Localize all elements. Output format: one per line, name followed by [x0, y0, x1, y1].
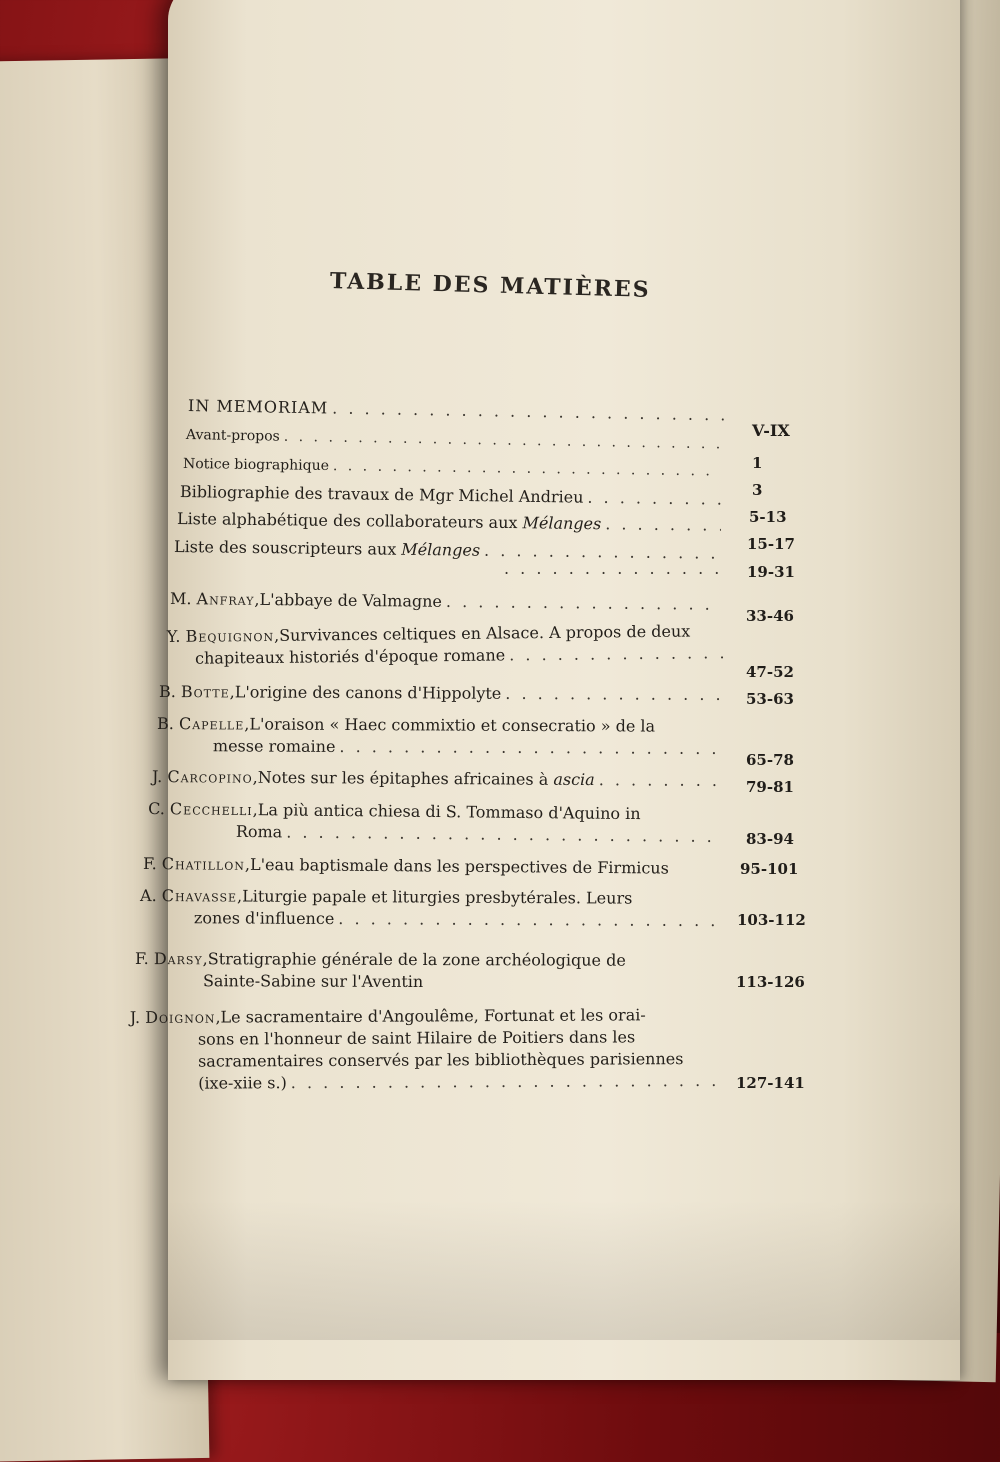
page-number: 5-13	[749, 508, 787, 526]
entry-label: IN MEMORIAM	[187, 396, 329, 418]
leader-dots	[332, 398, 724, 427]
entry-label: Liste des souscripteurs aux Mélanges	[173, 537, 481, 560]
entry-title-cont: sacramentaires conservés par les bibliothèques parisiennes	[198, 1049, 684, 1071]
toc-entry-carcopino	[152, 766, 726, 792]
page-number: 3	[752, 481, 763, 499]
page-number: 33-46	[746, 607, 794, 625]
toc-entry-chatillon	[143, 853, 733, 880]
entry-title: L'abbaye de Valmagne	[259, 589, 443, 611]
toc-entry-avant-propos	[186, 424, 726, 455]
entry-title: L'oraison « Haec commixtio et consecratio » de la	[249, 714, 656, 736]
toc-entry-capelle	[157, 713, 727, 760]
leader-dots	[338, 908, 724, 932]
toc-entry-unlabeled	[500, 558, 725, 580]
page-number: 103-112	[737, 911, 806, 929]
toc-entry-notice	[183, 453, 725, 483]
leader-dots	[605, 513, 721, 536]
toc-entry-anfray	[170, 588, 725, 616]
entry-label: Notice biographique	[182, 456, 330, 475]
entry-author: A. Chavasse,	[140, 886, 243, 906]
page-number: 47-52	[746, 663, 794, 681]
page-number: 1	[752, 454, 763, 472]
entry-title: Liturgie papale et liturgies presbytérales. Leurs	[242, 886, 633, 908]
page-number: V-IX	[752, 421, 790, 440]
toc-entry-liste-collaborateurs	[177, 508, 725, 537]
entry-title: Le sacramentaire d'Angoulême, Fortunat et les orai-	[220, 1005, 646, 1027]
page-title: TABLE DES MATIÈRES	[329, 268, 651, 303]
toc-entry-chavasse	[140, 885, 728, 932]
leader-dots	[339, 736, 723, 760]
entry-title-cont: (ixe-xiie s.)	[198, 1073, 287, 1093]
toc-entry-darsy	[135, 948, 729, 994]
page-number: 113-126	[736, 973, 805, 991]
page-number: 19-31	[747, 563, 795, 581]
entry-label: Liste alphabétique des collaborateurs aux Mélanges	[176, 509, 602, 534]
toc-entry-doignon	[130, 1004, 730, 1095]
toc-entry-bequignon	[167, 620, 727, 670]
toc-entry-bibliographie	[180, 481, 725, 511]
entry-title-cont: Roma	[235, 821, 283, 842]
leader-dots	[333, 455, 721, 482]
page-number: 95-101	[740, 860, 799, 878]
entry-author: J. Doignon,	[129, 1007, 221, 1028]
entry-label: Avant-propos	[185, 427, 280, 445]
toc-entry-cecchelli	[148, 798, 728, 848]
entry-author: F. Chatillon,	[142, 854, 251, 874]
entry-title-cont: messe romaine	[212, 736, 336, 756]
entry-title: La più antica chiesa di S. Tommaso d'Aquino in	[257, 800, 641, 824]
entry-title-cont: sons en l'honneur de saint Hilaire de Poitiers dans les	[197, 1027, 636, 1049]
toc-entry-in-memoriam	[188, 395, 728, 426]
leader-dots	[587, 487, 721, 511]
entry-author: F. Darsy,	[135, 949, 208, 969]
leader-dots	[284, 426, 722, 456]
leader-dots	[291, 1070, 726, 1094]
entry-author: J. Carcopino,	[151, 767, 258, 787]
entry-title: Survivances celtiques en Alsace. A propos de deux	[279, 621, 691, 645]
page-number: 53-63	[746, 690, 794, 708]
entry-title-cont: Sainte-Sabine sur l'Aventin	[202, 971, 424, 992]
entry-title: Notes sur les épitaphes africaines à ascia	[257, 767, 595, 790]
page-number: 65-78	[746, 751, 794, 769]
page-number: 127-141	[736, 1074, 805, 1092]
page-number: 83-94	[746, 830, 794, 848]
page-number: 15-17	[747, 535, 795, 553]
entry-title: L'origine des canons d'Hippolyte	[234, 682, 502, 703]
entry-author: C. Cecchelli,	[148, 799, 258, 820]
entry-title: Stratigraphie générale de la zone archéologique de	[207, 949, 626, 970]
entry-label: Bibliographie des travaux de Mgr Michel Andrieu	[179, 482, 584, 507]
leader-dots	[286, 821, 724, 848]
entry-title-cont: chapiteaux historiés d'époque romane	[195, 645, 506, 668]
leader-dots	[446, 591, 721, 616]
entry-title-cont: zones d'influence	[193, 908, 335, 929]
leader-dots	[509, 642, 723, 666]
entry-title: L'eau baptismale dans les perspectives de Firmicus	[249, 854, 669, 878]
leader-dots	[599, 769, 722, 792]
entry-author: B. Botte,	[158, 682, 235, 702]
leader-dots	[504, 558, 721, 580]
entry-author: Y. Bequignon,	[166, 625, 280, 647]
leader-dots	[505, 683, 722, 706]
entry-author: B. Capelle,	[157, 714, 250, 734]
entry-author: M. Anfray,	[169, 589, 260, 609]
page-number: 79-81	[746, 778, 794, 796]
toc-entry-botte	[159, 681, 726, 706]
